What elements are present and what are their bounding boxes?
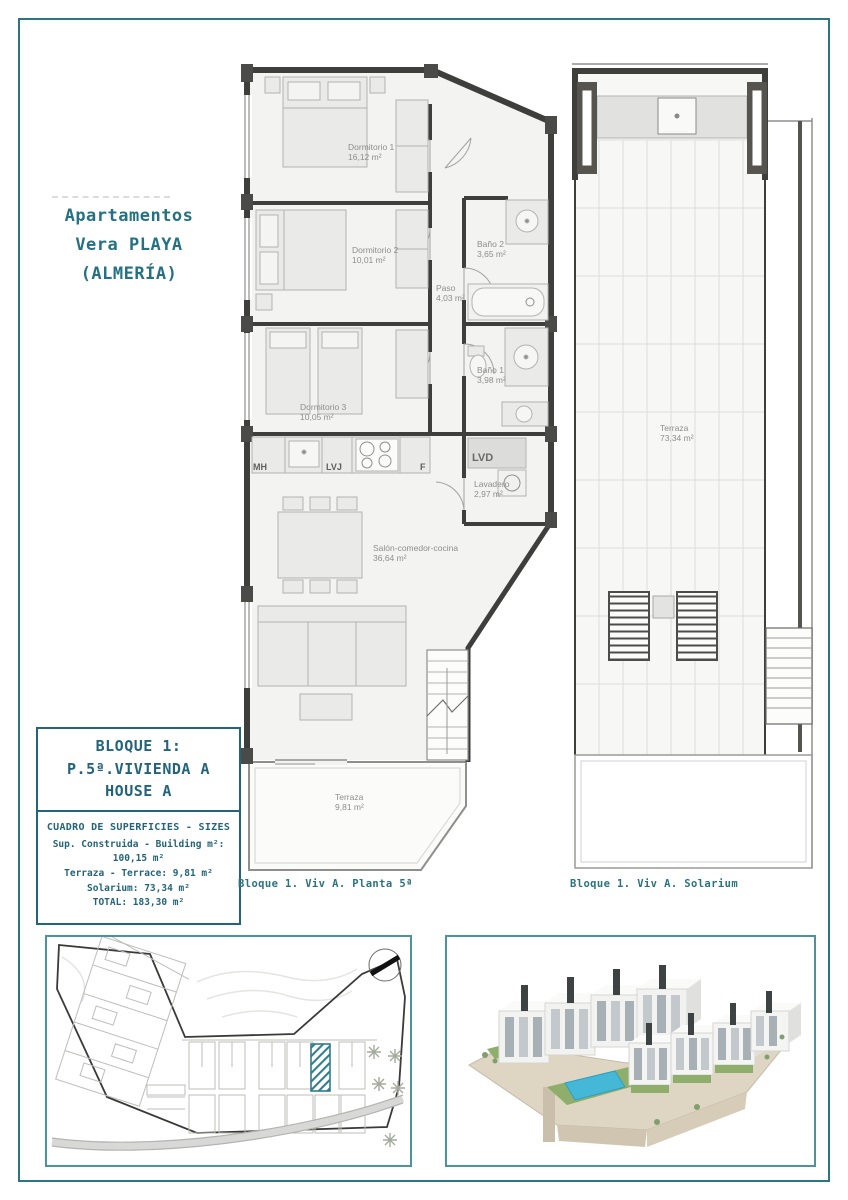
room-area: 10,05 m² <box>300 412 334 422</box>
sizes-table <box>38 812 239 924</box>
appliance-mh: MH <box>253 462 267 472</box>
toilet <box>468 346 484 356</box>
room-label: Terraza <box>660 423 689 433</box>
block-line-2: P.5ª.VIVIENDA A <box>67 759 210 778</box>
room-area: 3,98 m² <box>477 375 506 385</box>
title-line-2: Vera PLAYA <box>75 234 183 255</box>
block-title <box>38 729 239 812</box>
appliance-f: F <box>420 462 426 472</box>
road <box>52 1095 403 1150</box>
appliance-lvd: LVD <box>472 452 494 464</box>
room-label: Dormitorio 3 <box>300 402 347 412</box>
room-label: Salón-comedor-cocina <box>373 543 459 553</box>
room-area: 3,65 m² <box>477 249 506 259</box>
render-panel <box>445 935 816 1167</box>
site-plan-panel <box>45 935 412 1167</box>
contour-lines <box>62 957 357 1017</box>
room-area: 36,64 m² <box>373 553 407 563</box>
site-plan <box>47 937 406 1161</box>
floor-plan <box>241 64 557 870</box>
surface-table <box>36 727 241 925</box>
room-area: 73,34 m² <box>660 433 694 443</box>
room-label: Paso <box>436 283 456 293</box>
coffee-table <box>300 694 352 720</box>
sizes-title: CUADRO DE SUPERFICIES - SIZES <box>46 821 231 833</box>
north-arrow-icon <box>369 949 401 981</box>
room-label: Lavadero <box>474 479 510 489</box>
stairs <box>427 650 468 760</box>
cooktop-icon <box>356 439 398 471</box>
room-area: 10,01 m² <box>352 255 386 265</box>
wardrobe-3 <box>396 330 428 398</box>
room-label: Dormitorio 2 <box>352 245 399 255</box>
sizes-row-built: Sup. Construida - Building m²: 100,15 m² <box>52 838 225 865</box>
room-area: 4,03 m² <box>436 293 465 303</box>
solarium-plan <box>572 64 812 868</box>
room-area: 16,12 m² <box>348 152 382 162</box>
room-label: Baño 2 <box>477 239 504 249</box>
room-label: Baño 1 <box>477 365 504 375</box>
outdoor-stairs <box>766 628 812 724</box>
sizes-row-total: TOTAL: 183,30 m² <box>92 897 185 909</box>
sizes-row-solarium: Solarium: 73,34 m² <box>87 882 190 894</box>
terrace <box>249 762 466 870</box>
block-line-1: BLOQUE 1: <box>95 737 182 755</box>
appliance-lvj: LVJ <box>326 462 342 472</box>
highlighted-unit <box>311 1044 330 1091</box>
sizes-row-terrace: Terraza - Terrace: 9,81 m² <box>64 867 213 879</box>
floor-plan-caption: Bloque 1. Viv A. Planta 5ª <box>238 878 413 890</box>
room-label: Dormitorio 1 <box>348 142 395 152</box>
terrace-door <box>275 755 347 765</box>
top-planter <box>597 96 747 138</box>
title-line-1: Apartamentos <box>64 206 194 226</box>
title-line-3: (ALMERÍA) <box>80 263 178 284</box>
room-area: 9,81 m² <box>335 802 364 812</box>
solarium-plan-caption: Bloque 1. Viv A. Solarium <box>570 878 739 890</box>
block-line-3: HOUSE A <box>105 782 172 800</box>
room-area: 2,97 m² <box>474 489 503 499</box>
room-label: Terraza <box>335 792 364 802</box>
complex-render <box>447 937 810 1161</box>
